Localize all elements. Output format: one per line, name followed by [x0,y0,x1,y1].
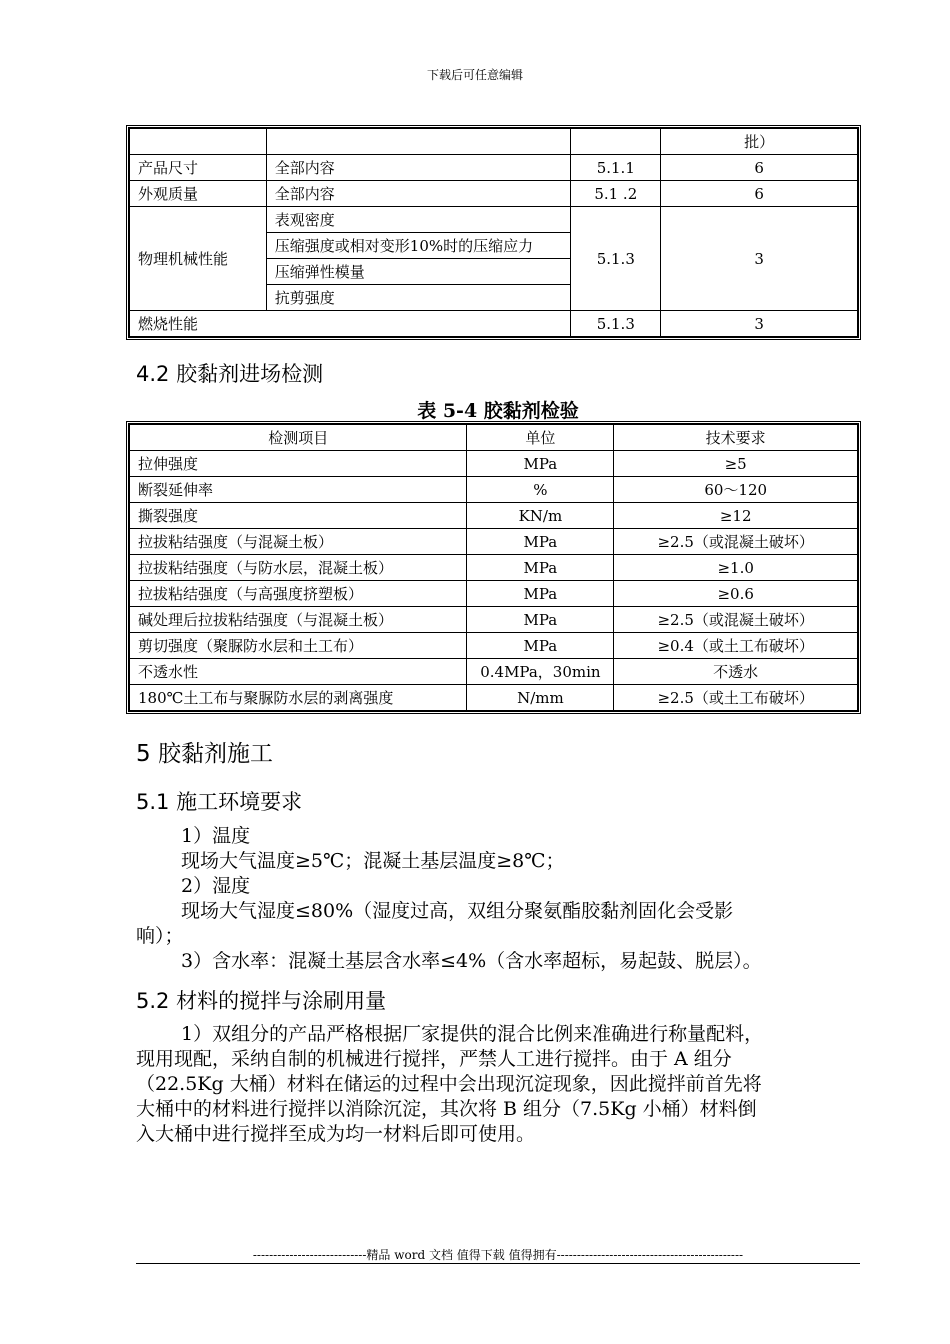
table-cell: 不透水性 [130,659,467,685]
table-row [130,685,858,711]
paragraph-line: 1）温度 [181,825,251,847]
table-row [130,155,858,181]
inspection-table [126,125,861,340]
table-cell: 压缩弹性模量 [266,259,571,285]
table-cell: % [467,477,614,503]
table-cell: 表观密度 [266,207,571,233]
table-cell: 外观质量 [130,181,267,207]
paragraph-line: 2）湿度 [181,875,251,897]
column-header: 技术要求 [614,425,858,451]
table-row [130,529,858,555]
table-cell: 60～120 [614,477,858,503]
table-cell: 拉伸强度 [130,451,467,477]
table-cell: 物理机械性能 [130,207,267,311]
table-cell: 全部内容 [266,181,571,207]
paragraph-line: （22.5Kg 大桶）材料在储运的过程中会出现沉淀现象，因此搅拌前首先将 [136,1073,762,1095]
paragraph-line: 入大桶中进行搅拌至成为均一材料后即可使用。 [136,1123,536,1145]
paragraph-line: 大桶中的材料进行搅拌以消除沉淀，其次将 B 组分（7.5Kg 小桶）材料倒 [136,1098,757,1120]
table-caption: 表 5-4 胶黏剂检验 [417,400,579,422]
table-cell: 5.1.3 [571,311,661,337]
table-cell: 抗剪强度 [266,285,571,311]
paragraph-line: 现场大气温度≥5℃；混凝土基层温度≥8℃； [181,850,565,872]
table-cell [266,129,571,155]
table-cell: 5.1.3 [571,207,661,311]
table-cell: 压缩强度或相对变形10%时的压缩应力 [266,233,571,259]
table-row [130,607,858,633]
table-cell: 6 [661,155,858,181]
table-row [130,659,858,685]
table-cell: MPa [467,581,614,607]
table-cell: KN/m [467,503,614,529]
page-footer: ----------------------------精品 word 文档 值得下载 值得拥有---------------------------------------------- [252,1248,744,1262]
table-cell: 5.1 .2 [571,181,661,207]
paragraph-line: 现场大气湿度≤80%（湿度过高，双组分聚氨酯胶黏剂固化会受影 [181,900,734,922]
table-cell: 燃烧性能 [130,311,571,337]
table-row [130,311,858,337]
table-cell: 批） [661,129,858,155]
table-cell: MPa [467,555,614,581]
column-header: 单位 [467,425,614,451]
section-heading: 5.2 材料的搅拌与涂刷用量 [136,989,387,1013]
table-cell: N/mm [467,685,614,711]
table-cell: 3 [661,207,858,311]
table-cell: MPa [467,607,614,633]
column-header: 检测项目 [130,425,467,451]
paragraph-line: 3）含水率：混凝土基层含水率≤4%（含水率超标，易起鼓、脱层）。 [181,950,762,972]
table-cell [571,129,661,155]
page-header: 下载后可任意编辑 [426,68,523,82]
table-cell: ≥0.4（或土工布破坏） [614,633,858,659]
adhesive-test-table [126,421,861,714]
table-row [130,477,858,503]
table-cell: ≥5 [614,451,858,477]
table-cell: MPa [467,633,614,659]
table-cell: ≥2.5（或土工布破坏） [614,685,858,711]
table-cell: 5.1.1 [571,155,661,181]
paragraph-line: 响）； [136,925,184,947]
paragraph-line: 1）双组分的产品严格根据厂家提供的混合比例来准确进行称量配料， [181,1023,764,1045]
table-row [130,181,858,207]
table-row [130,555,858,581]
table-cell: 6 [661,181,858,207]
table-cell: 拉拔粘结强度（与混凝土板） [130,529,467,555]
table-cell: MPa [467,529,614,555]
table-cell: 产品尺寸 [130,155,267,181]
table-cell: ≥2.5（或混凝土破坏） [614,529,858,555]
table-cell: ≥2.5（或混凝土破坏） [614,607,858,633]
table-cell: 剪切强度（聚脲防水层和土工布） [130,633,467,659]
table-cell: 碱处理后拉拔粘结强度（与混凝土板） [130,607,467,633]
table-cell [130,129,267,155]
table-cell: 断裂延伸率 [130,477,467,503]
paragraph-line: 现用现配，采纳自制的机械进行搅拌，严禁人工进行搅拌。由于 A 组分 [136,1048,732,1070]
table-header-row [130,425,858,451]
table-row [130,633,858,659]
table-cell: 拉拔粘结强度（与防水层，混凝土板） [130,555,467,581]
table-cell: ≥12 [614,503,858,529]
table-cell: 全部内容 [266,155,571,181]
table-cell: 不透水 [614,659,858,685]
table-cell: 拉拔粘结强度（与高强度挤塑板） [130,581,467,607]
table-cell: MPa [467,451,614,477]
table-cell: 180℃土工布与聚脲防水层的剥离强度 [130,685,467,711]
table-cell: 撕裂强度 [130,503,467,529]
table-cell: 3 [661,311,858,337]
section-heading: 4.2 胶黏剂进场检测 [136,362,324,386]
footer-divider [136,1263,860,1264]
table-row [130,129,858,155]
section-heading: 5 胶黏剂施工 [136,741,273,767]
table-row [130,451,858,477]
section-heading: 5.1 施工环境要求 [136,790,303,814]
table-cell: ≥1.0 [614,555,858,581]
table-row [130,503,858,529]
table-row [130,207,858,233]
table-row [130,581,858,607]
table-cell: ≥0.6 [614,581,858,607]
table-cell: 0.4MPa，30min [467,659,614,685]
